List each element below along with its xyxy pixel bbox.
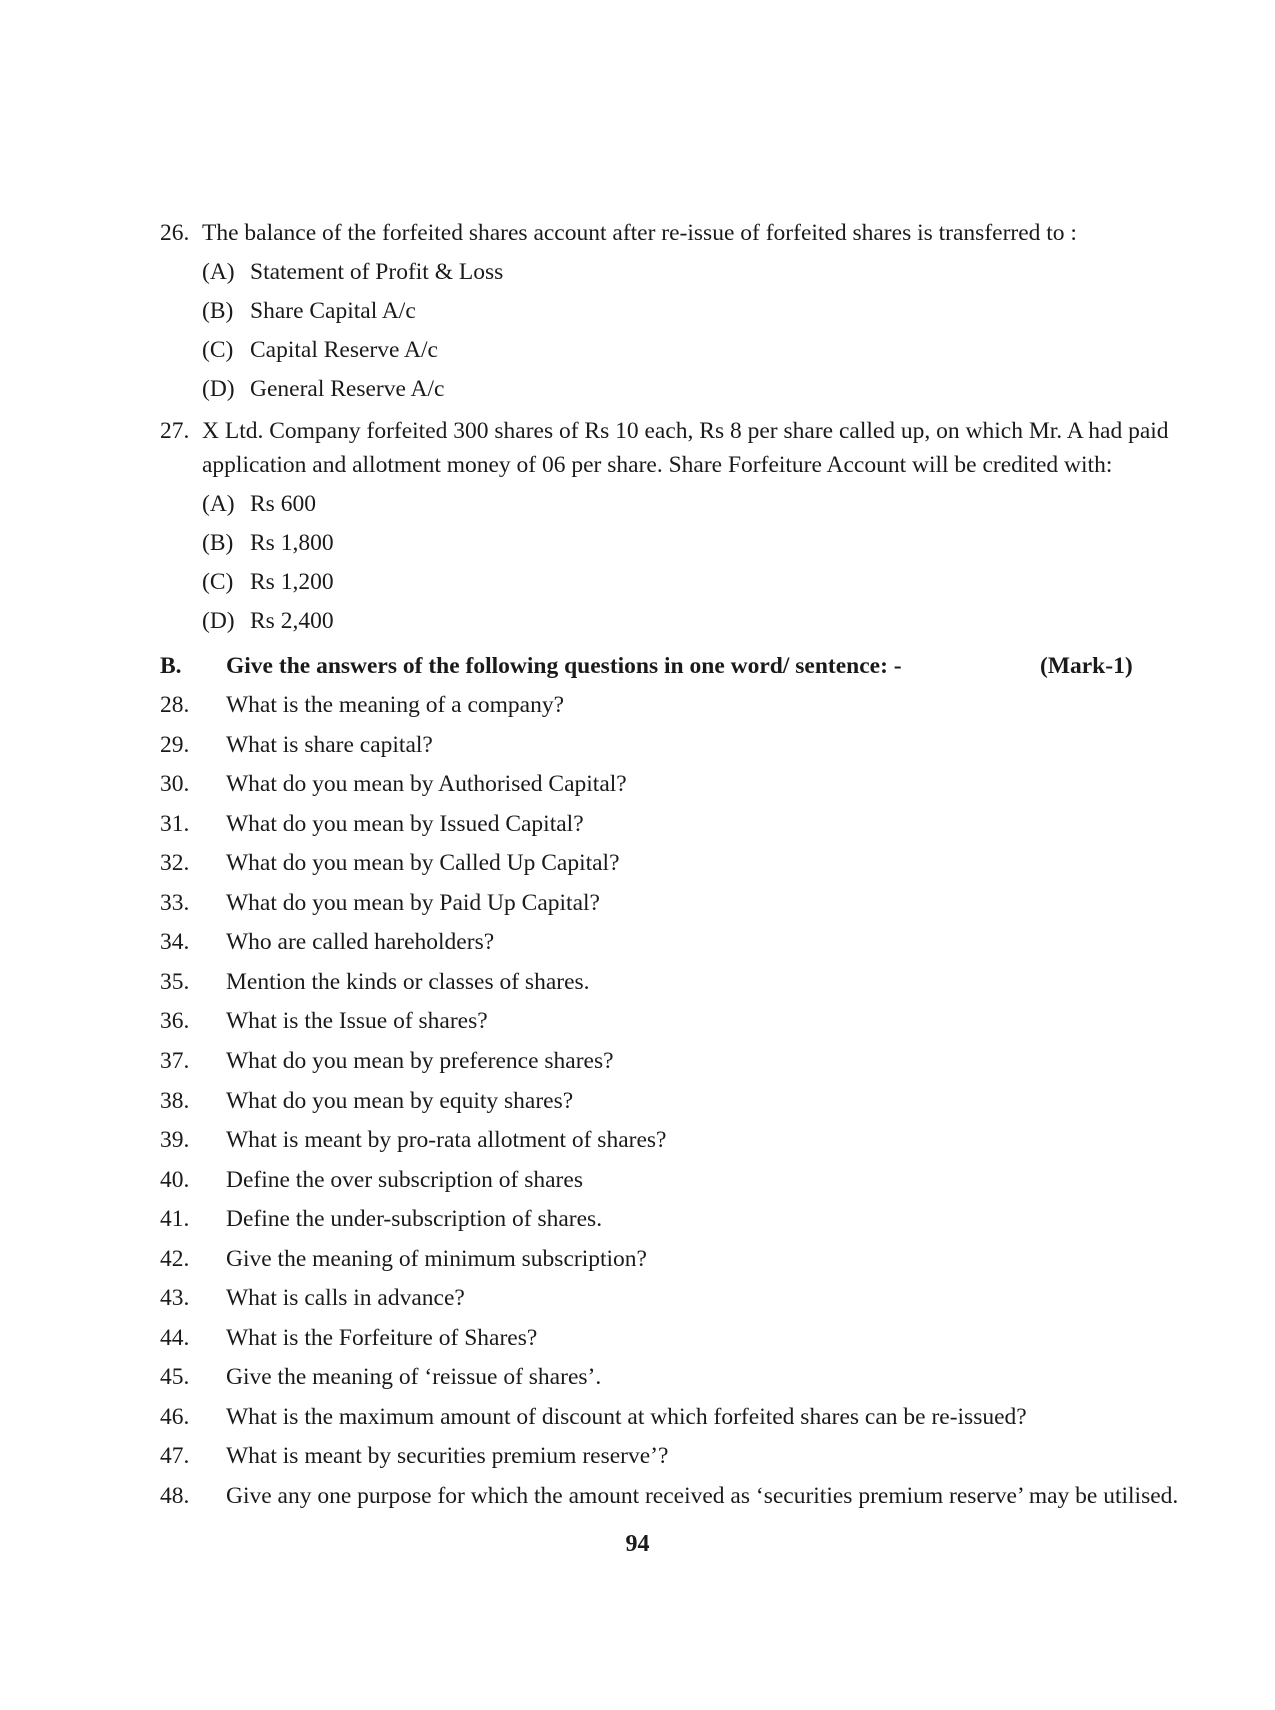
option-text: Rs 1,200 bbox=[250, 569, 334, 595]
question-text: The balance of the forfeited shares account after re-issue of forfeited shares is transferred to : bbox=[202, 220, 1077, 246]
option-letter: (B) bbox=[202, 530, 234, 556]
question-text-line-2: application and allotment money of 06 per share. Share Forfeiture Account will be credited with: bbox=[202, 452, 1113, 478]
question-text: What do you mean by Called Up Capital? bbox=[226, 850, 620, 876]
question-number: 44. bbox=[160, 1325, 190, 1351]
question-text: What do you mean by equity shares? bbox=[226, 1088, 574, 1114]
question-number: 47. bbox=[160, 1443, 190, 1469]
question-number: 43. bbox=[160, 1285, 190, 1311]
question-number: 34. bbox=[160, 929, 190, 955]
question-number: 32. bbox=[160, 850, 190, 876]
question-text: What is meant by pro-rata allotment of shares? bbox=[226, 1127, 667, 1153]
question-text: What do you mean by preference shares? bbox=[226, 1048, 614, 1074]
question-number: 36. bbox=[160, 1008, 190, 1034]
question-number: 38. bbox=[160, 1088, 190, 1114]
option-text: General Reserve A/c bbox=[250, 376, 445, 402]
question-text: What is meant by securities premium reserve’? bbox=[226, 1443, 669, 1469]
question-number: 29. bbox=[160, 732, 190, 758]
question-text: What is the maximum amount of discount at which forfeited shares can be re-issued? bbox=[226, 1404, 1027, 1430]
option-letter: (A) bbox=[202, 259, 235, 285]
question-number: 41. bbox=[160, 1206, 190, 1232]
question-text: Give the meaning of minimum subscription? bbox=[226, 1246, 647, 1272]
question-number: 31. bbox=[160, 811, 190, 837]
question-text: What is share capital? bbox=[226, 732, 433, 758]
option-text: Statement of Profit & Loss bbox=[250, 259, 504, 285]
option-text: Rs 1,800 bbox=[250, 530, 334, 556]
question-number: 27. bbox=[160, 418, 190, 444]
question-text: Who are called hareholders? bbox=[226, 929, 495, 955]
question-number: 46. bbox=[160, 1404, 190, 1430]
question-text: What is the meaning of a company? bbox=[226, 692, 565, 718]
question-number: 26. bbox=[160, 220, 190, 246]
option-letter: (C) bbox=[202, 569, 234, 595]
option-text: Share Capital A/c bbox=[250, 298, 416, 324]
option-text: Rs 2,400 bbox=[250, 608, 334, 634]
question-number: 33. bbox=[160, 890, 190, 916]
section-label: B. bbox=[160, 653, 182, 679]
section-marks: (Mark-1) bbox=[1040, 653, 1133, 679]
section-title: Give the answers of the following questions in one word/ sentence: - bbox=[226, 653, 902, 679]
option-text: Capital Reserve A/c bbox=[250, 337, 438, 363]
question-text: Mention the kinds or classes of shares. bbox=[226, 969, 590, 995]
question-number: 39. bbox=[160, 1127, 190, 1153]
question-text: Give any one purpose for which the amount received as ‘securities premium reserve’ may be utilised. bbox=[226, 1483, 1179, 1509]
question-text-line-1: X Ltd. Company forfeited 300 shares of Rs 10 each, Rs 8 per share called up, on which Mr. A had paid bbox=[202, 418, 1169, 444]
question-text: Define the under-subscription of shares. bbox=[226, 1206, 603, 1232]
question-text: What do you mean by Paid Up Capital? bbox=[226, 890, 600, 916]
question-number: 40. bbox=[160, 1167, 190, 1193]
question-text: Define the over subscription of shares bbox=[226, 1167, 583, 1193]
question-number: 30. bbox=[160, 771, 190, 797]
question-text: What do you mean by Issued Capital? bbox=[226, 811, 584, 837]
question-text: What do you mean by Authorised Capital? bbox=[226, 771, 627, 797]
page-number: 94 bbox=[625, 1531, 650, 1557]
question-number: 48. bbox=[160, 1483, 190, 1509]
question-number: 37. bbox=[160, 1048, 190, 1074]
option-letter: (A) bbox=[202, 491, 235, 517]
question-text: What is the Issue of shares? bbox=[226, 1008, 488, 1034]
option-letter: (D) bbox=[202, 376, 235, 402]
question-text: What is the Forfeiture of Shares? bbox=[226, 1325, 538, 1351]
question-number: 35. bbox=[160, 969, 190, 995]
option-letter: (B) bbox=[202, 298, 234, 324]
question-number: 45. bbox=[160, 1364, 190, 1390]
question-number: 28. bbox=[160, 692, 190, 718]
option-letter: (D) bbox=[202, 608, 235, 634]
option-letter: (C) bbox=[202, 337, 234, 363]
question-text: What is calls in advance? bbox=[226, 1285, 465, 1311]
option-text: Rs 600 bbox=[250, 491, 316, 517]
question-text: Give the meaning of ‘reissue of shares’. bbox=[226, 1364, 602, 1390]
question-number: 42. bbox=[160, 1246, 190, 1272]
